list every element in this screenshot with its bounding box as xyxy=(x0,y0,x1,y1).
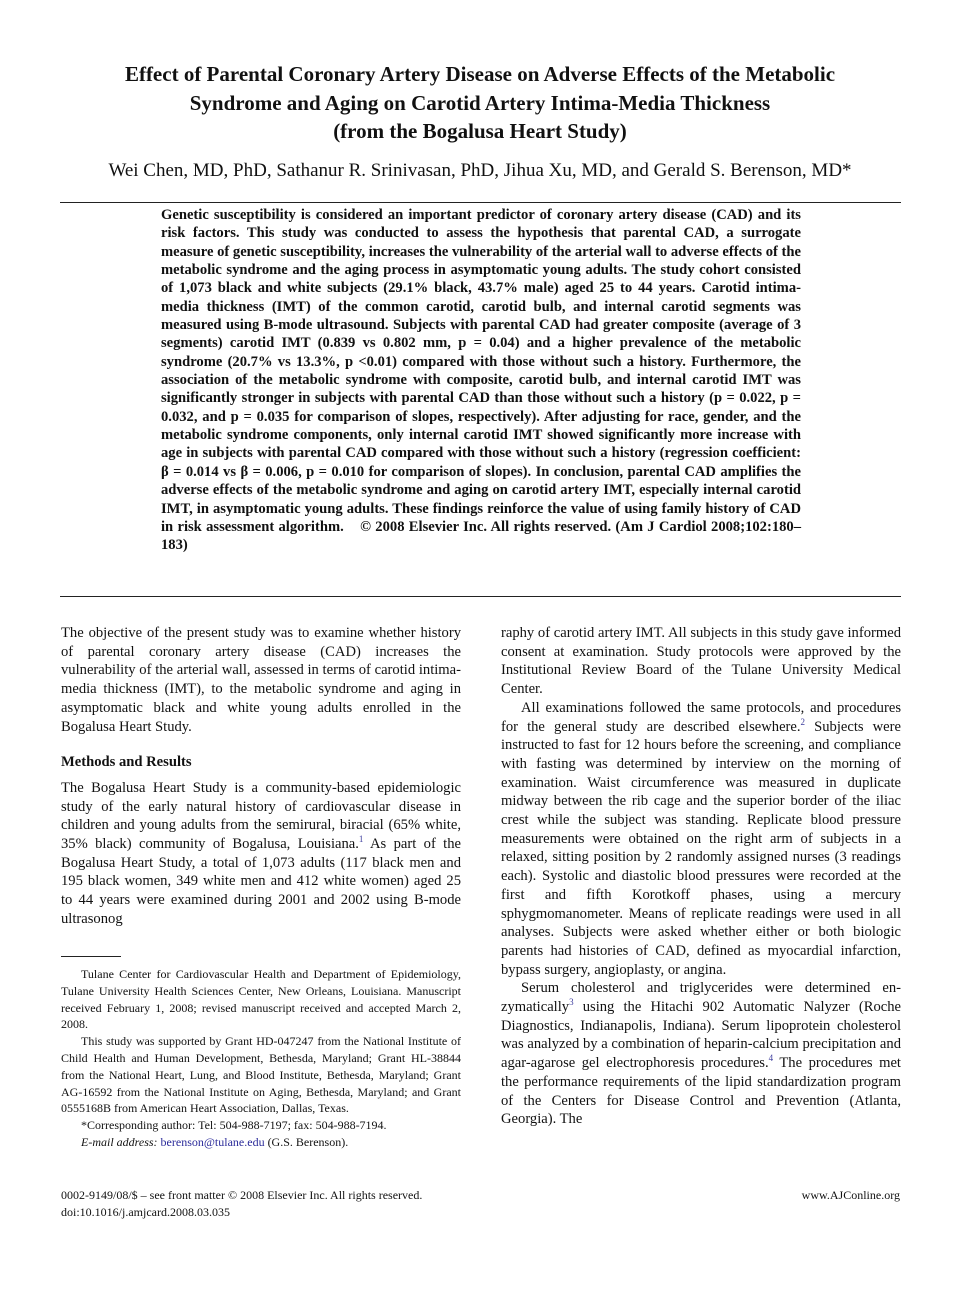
title-line: Syndrome and Aging on Carotid Artery Intima-Media Thickness xyxy=(189,90,771,115)
abstract-text: Genetic susceptibility is considered an important predictor of coronary artery disease (CAD) and its risk factors. This study was conducted to assess the hypothesis that parental CAD, a surrogate measure of genetic susceptibility, increases the vulnerability of the arterial wall to adverse effects of the metabolic syndrome and the aging process in asymptomatic young adults. The study cohort consisted of 1,073 black and white subjects (29.1% black, 43.7% male) aged 25 to 44 years. Carotid intima-media thickness (IMT) of the common carotid, carotid bulb, and internal carotid segments was measured using B-mode ultrasound. Subjects with parental CAD had greater composite (average of 3 segments) carotid IMT (0.839 vs 0.802 mm, p = 0.04) and a higher prevalence of the metabolic syndrome (20.7% vs 13.3%, p <0.01) compared with those without such a history. Furthermore, the association of the metabolic syndrome with composite, carotid bulb, and internal carotid IMT was significantly stronger in subjects with parental CAD than those without such a history (p = 0.022, p = 0.032, and p = 0.035 for comparison of slopes, respectively). After adjusting for race, gender, and the metabolic syndrome components, only internal carotid IMT showed significantly more increase with age in subjects with parental CAD compared with those without such a history (regression coefficient: β = 0.014 vs β = 0.006, p = 0.010 for comparison of slopes). In conclusion, parental CAD amplifies the adverse effects of the metabolic syndrome and aging on carotid artery IMT, especially internal carotid IMT, in asymptomatic young adults. These findings reinforce the value of using family history of CAD in risk assessment algorithm. xyxy=(161,207,801,535)
section-heading: Methods and Results xyxy=(61,754,192,771)
footnotes xyxy=(61,966,461,1151)
paragraph-text: using the Hitachi 902 Automatic Nalyzer (Roche Diagnostics, Indianapolis, Indiana). Serum lipoprotein cholesterol was analyzed by a combination of heparin-calcium precipitation and agar-agarose gel electrophoresis procedures. xyxy=(501,999,901,1072)
corresponding-author-note: *Corresponding author: Tel: 504-988-7197; fax: 504-988-7194. xyxy=(81,1118,387,1133)
journal-website[interactable]: www.AJConline.org xyxy=(801,1188,900,1202)
article-title xyxy=(60,60,900,146)
email-label: E-mail address: xyxy=(81,1134,158,1149)
title-line: (from the Bogalusa Heart Study) xyxy=(333,119,627,143)
lipid-paragraph xyxy=(501,979,901,1129)
right-column xyxy=(501,624,901,1129)
paragraph-text: All examinations followed the same protocols, and procedures for the general study are described elsewhere. xyxy=(501,699,901,735)
author-list: Wei Chen, MD, PhD, Sathanur R. Srinivasan, PhD, Jihua Xu, MD, and Gerald S. Berenson, MD* xyxy=(108,160,852,181)
intro-paragraph: The objective of the present study was to examine whether history of parental coronary artery disease (CAD) increases the vulnerability of the arterial wall, assessed in terms of carotid intima-media thickness (IMT), to the metabolic syndrome and aging in asymptomatic black and white young adults enrolled in the Bogalusa Heart Study. xyxy=(61,625,461,735)
paragraph-text: As part of the Bogalusa Heart Study, a total of 1,073 adults (117 black men and 195 black women, 349 white men and 412 white women) aged 25 to 44 years were examined during 2001 and 2002 using B-mode ultrasonog xyxy=(61,836,462,927)
email-note xyxy=(61,1134,461,1151)
examination-paragraph xyxy=(501,699,901,980)
reference-link[interactable]: 1 xyxy=(358,834,364,845)
consent-paragraph: raphy of carotid artery IMT. All subjects in this study gave informed consent at examination. Study protocols were approved by the Institutional Review Board of the Tulane University Medical Center. xyxy=(501,625,901,698)
paragraph-text: Subjects were instructed to fast for 12 hours before the screening, and compliance with fasting was determined by interview on the morning of examination. Waist circumference was measured in duplicate midway between the rib cage and the superior border of the iliac crest while the subject was standing. Replicate blood pressure measurements were obtained on the right arm of subjects in a relaxed, sitting position by 2 randomly assigned nurses (3 readings each). Systolic and diastolic blood pressures were recorded at the first and fifth Korotkoff phases, using a mercury sphygmomanometer. Means of replicate readings were used in all analyses. Subjects were asked whether either or both biologic parents had histories of CAD, defined as myocardial infarction, bypass surgery, angioplasty, or angina. xyxy=(501,718,901,978)
paragraph-text: Serum cholesterol and triglycerides were determined enzymatically xyxy=(501,980,901,1016)
doi-line[interactable]: doi:10.1016/j.amjcard.2008.03.035 xyxy=(61,1205,230,1219)
abstract-citation: All rights reserved. (Am J Cardiol 2008;102:180–183) xyxy=(161,518,802,554)
paragraph-text: The procedures met the performance requirements of the lipid standardization program of the Centers for Disease Control and Prevention (Atlanta, Georgia). The xyxy=(501,1055,901,1128)
abstract-top-rule xyxy=(60,202,901,203)
email-suffix: (G.S. Berenson). xyxy=(264,1134,349,1149)
methods-paragraph xyxy=(61,779,461,929)
title-line: Effect of Parental Coronary Artery Disease on Adverse Effects of the Metabolic xyxy=(124,62,836,86)
abstract-bottom-rule xyxy=(60,596,901,597)
affiliation-note: Tulane Center for Cardiovascular Health and Department of Epidemiology, Tulane University Health Sciences Center, New Orleans, Louisiana. Manuscript received February 1, 2008; revised manuscript received and accepted March 2, 2008. xyxy=(61,967,461,1032)
left-column xyxy=(61,624,461,929)
abstract xyxy=(161,206,801,555)
email-link[interactable]: berenson@tulane.edu xyxy=(160,1134,265,1149)
funding-note: This study was supported by Grant HD-047247 from the National Institute of Child Health and Human Development, Bethesda, Maryland; Grant HL-38844 from the National Heart, Lung, and Blood Institute, Bethesda, Maryland; Grant AG-16592 from the National Institute on Aging, Bethesda, Maryland; and Grant 0555168B from American Heart Association, Dallas, Texas. xyxy=(61,1034,461,1116)
issn-line: 0002-9149/08/$ – see front matter © 2008 Elsevier Inc. All rights reserved. xyxy=(61,1188,423,1202)
abstract-copyright: © 2008 Elsevier Inc. xyxy=(360,518,488,535)
reference-link[interactable]: 3 xyxy=(569,997,574,1008)
reference-link[interactable]: 4 xyxy=(768,1053,774,1064)
paragraph-text: The Bogalusa Heart Study is a community-based epidemiologic study of the early natural history of cardiovascular disease in children and young adults from the semirural, biracial (65% white, 35% black) community of Bogalusa, Louisiana. xyxy=(61,779,461,853)
footer-left xyxy=(61,1187,422,1221)
reference-link[interactable]: 2 xyxy=(800,716,806,727)
footnote-rule xyxy=(61,956,121,957)
